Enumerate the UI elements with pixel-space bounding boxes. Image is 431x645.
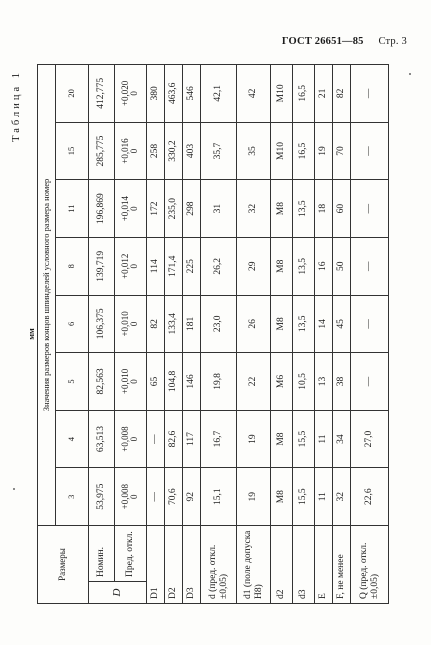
table-caption: Таблица 1	[11, 70, 22, 142]
table-units: мм	[26, 328, 36, 340]
page-header	[282, 36, 407, 47]
row-label: D2	[165, 525, 183, 603]
tolerance-lower: 0	[128, 91, 139, 96]
table-cell: M8	[271, 295, 293, 353]
table-cell: 13,5	[293, 295, 315, 353]
table-row	[333, 65, 351, 604]
table-cell: 92	[183, 468, 201, 526]
row-label: d2	[271, 525, 293, 603]
scan-dot	[13, 488, 15, 490]
table-cell	[115, 295, 147, 353]
table-cell: 16,5	[293, 122, 315, 180]
table-cell: M8	[271, 180, 293, 238]
table-cell: 10,5	[293, 353, 315, 411]
table-cell: —	[351, 237, 389, 295]
table-row	[201, 65, 237, 604]
table-cell: 285,775	[89, 122, 115, 180]
table-cell: 171,4	[165, 237, 183, 295]
tolerance-lower: 0	[128, 321, 139, 327]
table-cell: 27,0	[351, 410, 389, 468]
row-label: D1	[147, 525, 165, 603]
table-cell	[115, 237, 147, 295]
table-cell: 63,513	[89, 410, 115, 468]
table-row	[293, 65, 315, 604]
tolerance-lower: 0	[128, 264, 139, 269]
table-cell: 19	[315, 122, 333, 180]
column-header: 5	[56, 353, 89, 411]
column-header: 20	[56, 65, 89, 123]
tolerance-upper: +0,020	[119, 80, 130, 107]
table-cell: 14	[315, 295, 333, 353]
row-label: Q (пред. откл. ±0,05)	[351, 525, 389, 603]
table-cell: —	[351, 180, 389, 238]
table-cell: 546	[183, 65, 201, 123]
table-row	[165, 65, 183, 604]
table-cell: 16,5	[293, 65, 315, 123]
table-cell: 21	[315, 65, 333, 123]
table-cell: M10	[271, 65, 293, 123]
tolerance-lower: 0	[128, 494, 139, 499]
table-cell: 380	[147, 65, 165, 123]
table-cell: 133,4	[165, 295, 183, 353]
table-cell: 15,5	[293, 410, 315, 468]
row-label: D3	[183, 525, 201, 603]
table-cell: 19,8	[201, 353, 237, 411]
table-cell: 19	[237, 410, 271, 468]
table-cell: 32	[333, 468, 351, 526]
tolerance-upper: +0,014	[119, 195, 130, 222]
tolerance-lower: 0	[128, 379, 139, 384]
table-cell: 13,5	[293, 237, 315, 295]
table-cell: 82,6	[165, 410, 183, 468]
table-cell: —	[147, 410, 165, 468]
table-cell: 42	[237, 65, 271, 123]
table-cell: 403	[183, 122, 201, 180]
column-header: 3	[56, 468, 89, 526]
column-header: 4	[56, 410, 89, 468]
table-cell	[115, 65, 147, 123]
table-cell: 181	[183, 295, 201, 353]
table-cell: 35	[237, 122, 271, 180]
table-cell: M10	[271, 122, 293, 180]
table-row	[183, 65, 201, 604]
table-cell: 15,1	[201, 468, 237, 526]
rotated-table-area	[11, 64, 380, 604]
table-cell: —	[351, 122, 389, 180]
table-cell: 13,5	[293, 180, 315, 238]
table-cell: 23,0	[201, 295, 237, 353]
table-cell: 19	[237, 468, 271, 526]
table-cell: 26	[237, 295, 271, 353]
table-cell: M8	[271, 468, 293, 526]
table-cell: 70	[333, 122, 351, 180]
table-cell: 11	[315, 410, 333, 468]
table-cell: 82,563	[89, 353, 115, 411]
column-header: 8	[56, 237, 89, 295]
table-cell: 104,8	[165, 353, 183, 411]
table-cell: —	[351, 353, 389, 411]
row-label: d1 (поле допуска H8)	[237, 525, 271, 603]
row-symbol: D	[89, 582, 147, 604]
table-cell: 235,0	[165, 180, 183, 238]
table-cell: 34	[333, 410, 351, 468]
table-cell: 13	[315, 353, 333, 411]
table-cell: 258	[147, 122, 165, 180]
table-cell: 106,375	[89, 295, 115, 353]
table-row	[237, 65, 271, 604]
table-cell: 114	[147, 237, 165, 295]
table-row	[351, 65, 389, 604]
table-cell: 31	[201, 180, 237, 238]
table-cell: 42,1	[201, 65, 237, 123]
tolerance-lower: 0	[128, 148, 139, 154]
tolerance-upper: +0,008	[119, 426, 130, 452]
column-header: 15	[56, 122, 89, 180]
size-column-header: Размеры	[38, 525, 89, 603]
table-cell: 196,869	[89, 180, 115, 238]
table-cell: 15,5	[293, 468, 315, 526]
tolerance-lower: 0	[128, 206, 139, 211]
table-cell	[115, 410, 147, 468]
table-cell: 65	[147, 353, 165, 411]
table-cell: M8	[271, 410, 293, 468]
table-cell	[115, 468, 147, 526]
tolerance-upper: +0,010	[119, 311, 130, 337]
row-label: d3	[293, 525, 315, 603]
dimensions-table	[37, 64, 389, 604]
table-cell: 16,7	[201, 410, 237, 468]
table-cell: 29	[237, 237, 271, 295]
row-label: E	[315, 525, 333, 603]
table-row	[115, 65, 147, 604]
table-cell	[115, 353, 147, 411]
table-row	[271, 65, 293, 604]
table-cell: 18	[315, 180, 333, 238]
table-cell	[115, 122, 147, 180]
table-row	[315, 65, 333, 604]
table-cell: 146	[183, 353, 201, 411]
table-cell: 82	[147, 295, 165, 353]
table-cell: 82	[333, 65, 351, 123]
table-cell: 26,2	[201, 237, 237, 295]
table-cell: 32	[237, 180, 271, 238]
table-cell: 35,7	[201, 122, 237, 180]
tolerance-upper: +0,012	[119, 253, 130, 279]
page-number: Стр. 3	[378, 36, 407, 47]
table-cell: 22,6	[351, 468, 389, 526]
tolerance-upper: +0,016	[119, 138, 130, 164]
table-row	[147, 65, 165, 604]
table-cell: 45	[333, 295, 351, 353]
table-cell: 298	[183, 180, 201, 238]
table-cell: 16	[315, 237, 333, 295]
table-cell: 139,719	[89, 237, 115, 295]
table-cell: 53,975	[89, 468, 115, 526]
tolerance-lower: 0	[128, 436, 139, 442]
table-cell: 50	[333, 237, 351, 295]
table-cell: 117	[183, 410, 201, 468]
row-label: Номин.	[89, 525, 115, 581]
table-cell: 11	[315, 468, 333, 526]
standard-number: ГОСТ 26651—85	[281, 36, 364, 47]
table-cell: 463,6	[165, 65, 183, 123]
row-label: d (пред. откл. ±0,05)	[201, 525, 237, 603]
column-header: 6	[56, 295, 89, 353]
table-cell: —	[147, 468, 165, 526]
table-cell: 60	[333, 180, 351, 238]
row-label: F, не менее	[333, 525, 351, 603]
table-cell: M8	[271, 237, 293, 295]
table-row	[89, 65, 115, 604]
row-label: Пред. откл.	[115, 525, 147, 581]
table-cell	[115, 180, 147, 238]
table-cell: —	[351, 295, 389, 353]
table-cell: 172	[147, 180, 165, 238]
values-group-header: Значения размеров концов шпинделей условного размера номер	[38, 65, 56, 526]
table-cell: 412,775	[89, 65, 115, 123]
table-cell: 22	[237, 353, 271, 411]
tolerance-upper: +0,008	[119, 484, 130, 510]
table-cell: M6	[271, 353, 293, 411]
tolerance-upper: +0,010	[119, 368, 130, 395]
table-cell: 225	[183, 237, 201, 295]
table-cell: 330,2	[165, 122, 183, 180]
scan-dot	[409, 73, 411, 75]
column-header: 11	[56, 180, 89, 238]
table-cell: 70,6	[165, 468, 183, 526]
table-cell: 38	[333, 353, 351, 411]
table-cell: —	[351, 65, 389, 123]
